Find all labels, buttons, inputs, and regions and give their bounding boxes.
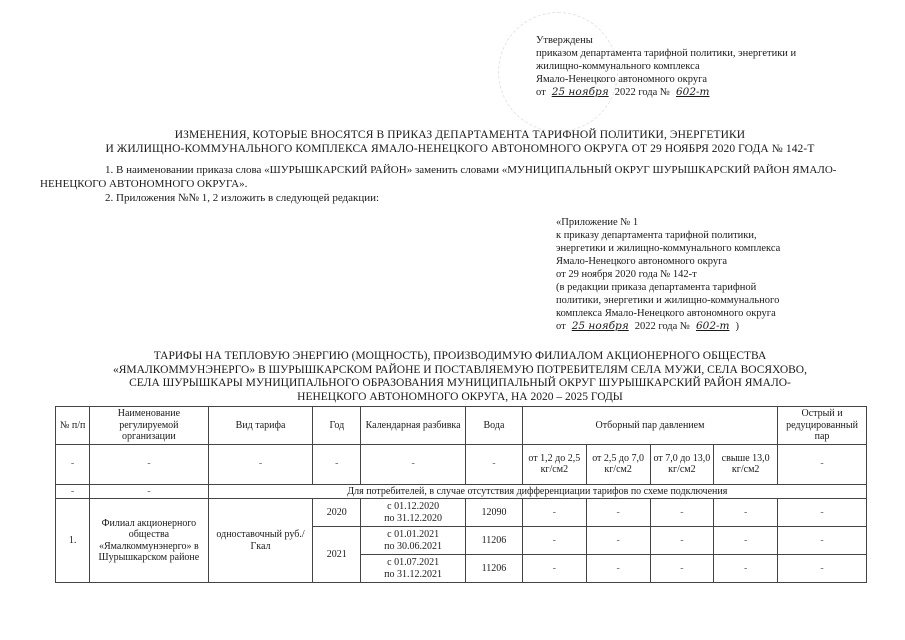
dash-cell: -	[778, 444, 867, 484]
row-water: 11206	[466, 555, 523, 583]
table-title-line: ТАРИФЫ НА ТЕПЛОВУЮ ЭНЕРГИЮ (МОЩНОСТЬ), ПРОИЗВОДИМУЮ ФИЛИАЛОМ АКЦИОНЕРНОГО ОБЩЕСТВА	[153, 350, 767, 362]
annex-date-line	[556, 320, 866, 333]
table-title	[40, 350, 880, 404]
dash-cell: -	[778, 527, 867, 555]
period-from: с 01.12.2020	[387, 501, 440, 512]
header-steam: Отборный пар давлением	[522, 407, 777, 445]
section-row	[56, 484, 867, 499]
row-water: 11206	[466, 527, 523, 555]
date-suffix: 2022 года №	[634, 321, 690, 332]
annex-line: комплекса Ямало-Ненецкого автономного округа	[556, 308, 776, 319]
header-tariff-type: Вид тарифа	[208, 407, 313, 445]
dash-cell: -	[778, 499, 867, 527]
dash-cell: -	[522, 555, 586, 583]
handwritten-date: 25 ноября	[571, 320, 629, 332]
tariff-table	[55, 406, 867, 583]
annex-line: Ямало-Ненецкого автономного округа	[556, 256, 728, 267]
document-heading	[40, 128, 880, 156]
row-tariff-type: одноставочный руб./Гкал	[208, 499, 313, 583]
dash-cell: -	[90, 484, 208, 499]
date-prefix: от	[536, 87, 546, 98]
dash-cell: -	[650, 499, 714, 527]
period-to: по 31.12.2021	[384, 568, 443, 580]
paragraph-2: 2. Приложения №№ 1, 2 изложить в следующей редакции:	[105, 192, 380, 204]
date-suffix: 2022 года №	[614, 87, 670, 98]
header-num: № п/п	[56, 407, 90, 445]
paragraph-1: 1. В наименовании приказа слова «ШУРЫШКАРСКИЙ РАЙОН» заменить словами «МУНИЦИПАЛЬНЫЙ ОКРУГ ШУРЫШКАРСКИЙ РАЙОН ЯМАЛО-НЕНЕЦКОГО АВТОНОМНОГО ОКРУГА».	[40, 164, 837, 190]
dash-cell: -	[778, 555, 867, 583]
section-label: Для потребителей, в случае отсутствия дифференциации тарифов по схеме подключения	[208, 484, 866, 499]
annex-line: «Приложение № 1	[556, 217, 639, 228]
dash-cell: -	[586, 555, 650, 583]
heading-line: ИЗМЕНЕНИЯ, КОТОРЫЕ ВНОСЯТСЯ В ПРИКАЗ ДЕПАРТАМЕНТА ТАРИФНОЙ ПОЛИТИКИ, ЭНЕРГЕТИКИ	[174, 129, 746, 141]
dash-cell: -	[313, 444, 361, 484]
period-to: по 31.12.2020	[384, 512, 443, 524]
heading-line: И ЖИЛИЩНО-КОММУНАЛЬНОГО КОМПЛЕКСА ЯМАЛО-НЕНЕЦКОГО АВТОНОМНОГО ОКРУГА ОТ 29 НОЯБРЯ 2020 ГОДА № 142-Т	[105, 143, 815, 155]
header-year: Год	[313, 407, 361, 445]
dash-cell: -	[56, 484, 90, 499]
row-water: 12090	[466, 499, 523, 527]
header-sharp: Острый и редуцированный пар	[778, 407, 867, 445]
dash-cell: -	[361, 444, 466, 484]
row-num: 1.	[56, 499, 90, 583]
dash-cell: -	[650, 555, 714, 583]
handwritten-date: 25 ноября	[551, 86, 609, 98]
steam-subheader: от 7,0 до 13,0 кг/см2	[650, 444, 714, 484]
approval-title: Утверждены	[536, 35, 593, 46]
table-title-line: «ЯМАЛКОММУНЭНЕРГО» В ШУРЫШКАРСКОМ РАЙОНЕ И ПОСТАВЛЯЕМУЮ ПОТРЕБИТЕЛЯМ СЕЛА МУЖИ, СЕЛА ВОСЯХОВО,	[113, 363, 807, 376]
dash-cell: -	[714, 527, 778, 555]
row-period	[361, 499, 466, 527]
period-to: по 30.06.2021	[384, 540, 443, 552]
dash-cell: -	[714, 499, 778, 527]
dash-cell: -	[714, 555, 778, 583]
dash-cell: -	[586, 499, 650, 527]
handwritten-number: 602-т	[675, 86, 710, 98]
row-period	[361, 555, 466, 583]
table-title-line: СЕЛА ШУРЫШКАРЫ МУНИЦИПАЛЬНОГО ОБРАЗОВАНИЯ МУНИЦИПАЛЬНЫЙ ОКРУГ ШУРЫШКАРСКИЙ РАЙОН ЯМАЛО-	[129, 377, 791, 389]
row-year: 2020	[313, 499, 361, 527]
period-from: с 01.01.2021	[387, 529, 440, 540]
closing-paren: )	[735, 321, 739, 332]
row-org: Филиал акционерного общества «Ямалкоммунэнерго» в Шурышкарском районе	[90, 499, 208, 583]
row-year: 2021	[313, 527, 361, 583]
approval-line: жилищно-коммунального комплекса	[536, 61, 700, 72]
steam-subheader: свыше 13,0 кг/см2	[714, 444, 778, 484]
approval-date-line	[536, 86, 896, 99]
annex-line: энергетики и жилищно-коммунального комплекса	[556, 243, 781, 254]
row-period	[361, 527, 466, 555]
dash-cell: -	[208, 444, 313, 484]
approval-line: приказом департамента тарифной политики, энергетики и	[536, 48, 797, 59]
table-title-line: НЕНЕЦКОГО АВТОНОМНОГО ОКРУГА, НА 2020 – 2025 ГОДЫ	[297, 390, 623, 403]
dash-cell: -	[522, 527, 586, 555]
dash-cell: -	[522, 499, 586, 527]
header-org: Наименование регулируемой организации	[90, 407, 208, 445]
annex-line: (в редакции приказа департамента тарифной	[556, 282, 757, 293]
header-row	[56, 407, 867, 445]
header-water: Вода	[466, 407, 523, 445]
approval-block	[536, 34, 896, 99]
handwritten-number: 602-т	[695, 320, 730, 332]
dash-cell: -	[586, 527, 650, 555]
steam-subheader: от 1,2 до 2,5 кг/см2	[522, 444, 586, 484]
subheader-row	[56, 444, 867, 484]
annex-block	[556, 216, 866, 333]
header-calendar: Календарная разбивка	[361, 407, 466, 445]
dash-cell: -	[56, 444, 90, 484]
approval-line: Ямало-Ненецкого автономного округа	[536, 74, 708, 85]
dash-cell: -	[90, 444, 208, 484]
dash-cell: -	[650, 527, 714, 555]
annex-line: к приказу департамента тарифной политики,	[556, 230, 757, 241]
steam-subheader: от 2,5 до 7,0 кг/см2	[586, 444, 650, 484]
dash-cell: -	[466, 444, 523, 484]
period-from: с 01.07.2021	[387, 557, 440, 568]
table-row	[56, 499, 867, 527]
date-prefix: от	[556, 321, 566, 332]
annex-line: политики, энергетики и жилищно-коммунального	[556, 295, 780, 306]
annex-line: от 29 ноября 2020 года № 142-т	[556, 269, 697, 280]
